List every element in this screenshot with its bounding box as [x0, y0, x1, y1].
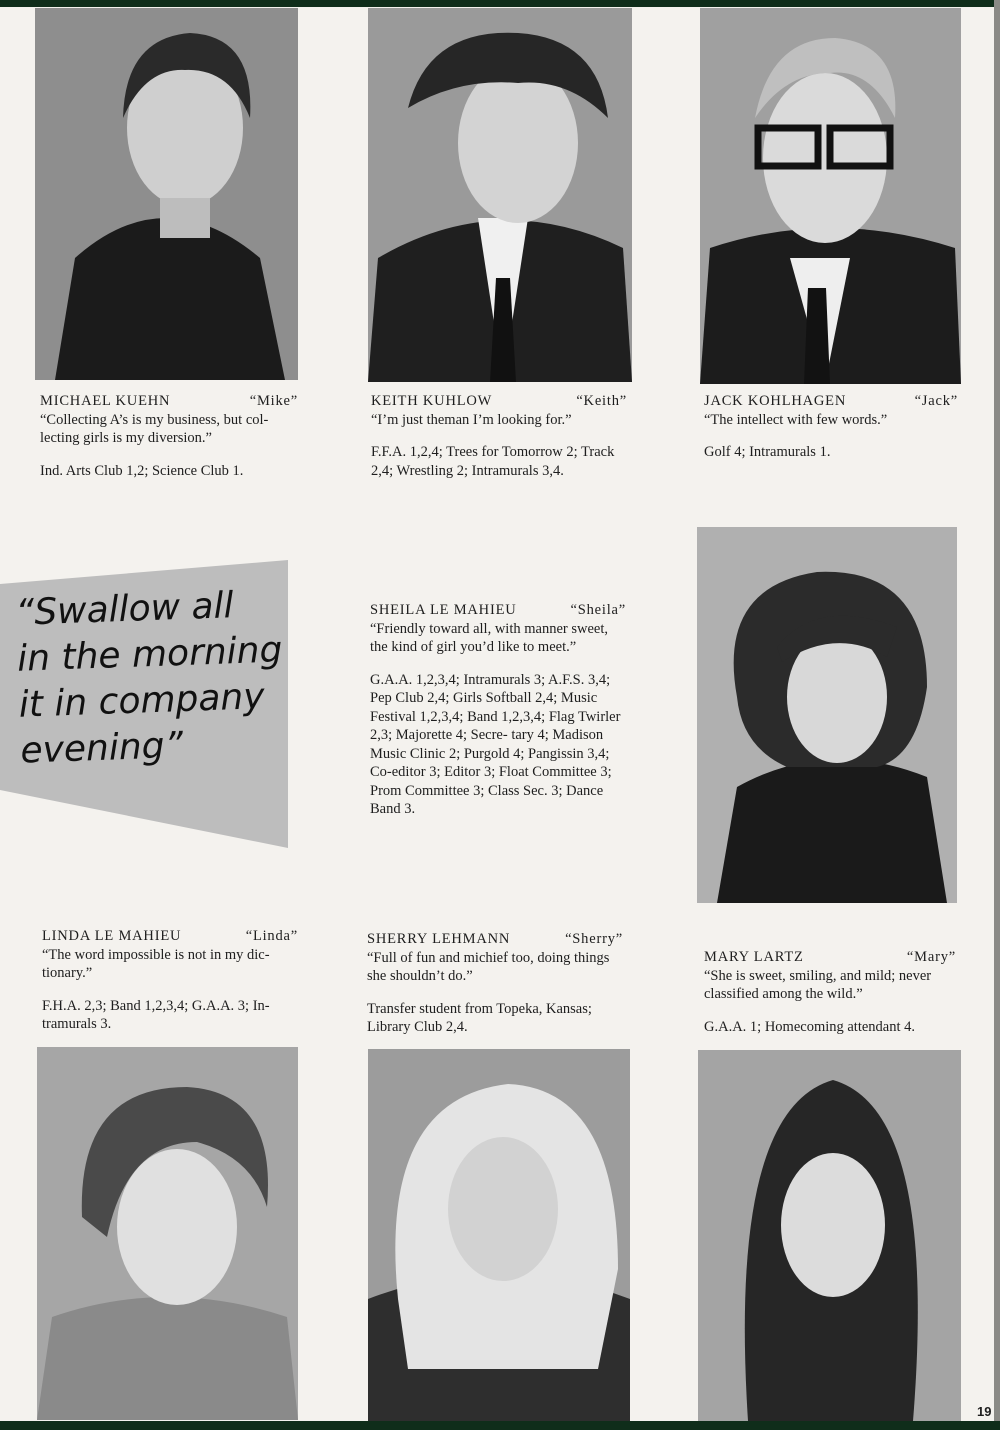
student-quote: “Collecting A’s is my business, but col- lecting girls is my diversion.”: [40, 411, 269, 446]
student-nickname: “Mike”: [249, 393, 298, 409]
top-border: [0, 0, 1000, 7]
portrait-photo-mary-lartz: [698, 1050, 961, 1421]
student-entry-linda-le-mahieu: [42, 927, 298, 1034]
name-line: [40, 392, 298, 411]
portrait-photo-keith-kuhlow: [368, 8, 632, 382]
student-entry-sherry-lehmann: [367, 930, 623, 1037]
callout-handwritten-quote: “Swallow all in the morning it in company evening”: [14, 585, 283, 772]
name-line: [367, 930, 623, 949]
student-name: SHEILA LE MAHIEU: [370, 602, 517, 618]
student-quote: “Friendly toward all, with manner sweet, the kind of girl you’d like to meet.”: [370, 620, 608, 655]
student-nickname: “Sheila”: [570, 602, 626, 618]
name-line: [370, 601, 626, 620]
student-activities: Golf 4; Intramurals 1.: [704, 444, 831, 460]
student-quote: “Full of fun and michief too, doing things she shouldn’t do.”: [367, 949, 610, 984]
student-entry-jack-kohlhagen: [704, 392, 958, 462]
page-edge: [994, 0, 1000, 1430]
student-quote: “She is sweet, smiling, and mild; never classified among the wild.”: [704, 967, 932, 1002]
student-name: MARY LARTZ: [704, 949, 804, 965]
student-activities: Transfer student from Topeka, Kansas; Library Club 2,4.: [367, 1000, 592, 1035]
bottom-border: [0, 1421, 1000, 1430]
name-line: [371, 392, 627, 411]
student-nickname: “Jack”: [914, 393, 958, 409]
student-nickname: “Mary”: [906, 949, 956, 965]
name-line: [704, 392, 958, 411]
student-nickname: “Linda”: [245, 928, 298, 944]
page-number: 19: [977, 1404, 992, 1419]
portrait-photo-linda-le-mahieu: [37, 1047, 298, 1420]
portrait-photo-sherry-lehmann: [368, 1049, 630, 1421]
student-activities: F.H.A. 2,3; Band 1,2,3,4; G.A.A. 3; In- tramurals 3.: [42, 997, 270, 1032]
student-activities: F.F.A. 1,2,4; Trees for Tomorrow 2; Track 2,4; Wrestling 2; Intramurals 3,4.: [371, 444, 615, 479]
student-entry-michael-kuehn: [40, 392, 298, 480]
student-name: SHERRY LEHMANN: [367, 931, 511, 947]
student-name: KEITH KUHLOW: [371, 393, 493, 409]
student-name: MICHAEL KUEHN: [40, 393, 171, 409]
student-nickname: “Keith”: [576, 393, 627, 409]
portrait-photo-michael-kuehn: [35, 8, 298, 380]
student-activities: Ind. Arts Club 1,2; Science Club 1.: [40, 462, 244, 479]
student-entry-keith-kuhlow: [371, 392, 627, 480]
portrait-photo-sheila-le-mahieu: [697, 527, 957, 903]
student-activities: G.A.A. 1,2,3,4; Intramurals 3; A.F.S. 3,4; Pep Club 2,4; Girls Softball 2,4; Music Festival 1,2,3,4; Band 1,2,3,4; Flag Twirler 2,3; Majorette 4; Secre- tary 4; Madison Music Clinic 2; Purgold 4; Pangissin 3,4; Co-editor 3; Editor 3; Float Committee 3; Prom Committee 3; Class Sec. 3; Dance Band 3.: [370, 671, 621, 817]
student-entry-mary-lartz: [704, 948, 956, 1036]
student-nickname: “Sherry”: [565, 931, 623, 947]
student-entry-sheila-le-mahieu: [370, 601, 626, 819]
portrait-photo-jack-kohlhagen: [700, 8, 961, 384]
student-activities: G.A.A. 1; Homecoming attendant 4.: [704, 1018, 916, 1035]
student-quote: “The word impossible is not in my dic- tionary.”: [42, 946, 270, 981]
student-name: JACK KOHLHAGEN: [704, 393, 847, 409]
student-quote: “I’m just theman I’m looking for.”: [371, 411, 572, 428]
name-line: [704, 948, 956, 967]
student-name: LINDA LE MAHIEU: [42, 928, 182, 944]
name-line: [42, 927, 298, 946]
student-quote: “The intellect with few words.”: [704, 411, 888, 428]
